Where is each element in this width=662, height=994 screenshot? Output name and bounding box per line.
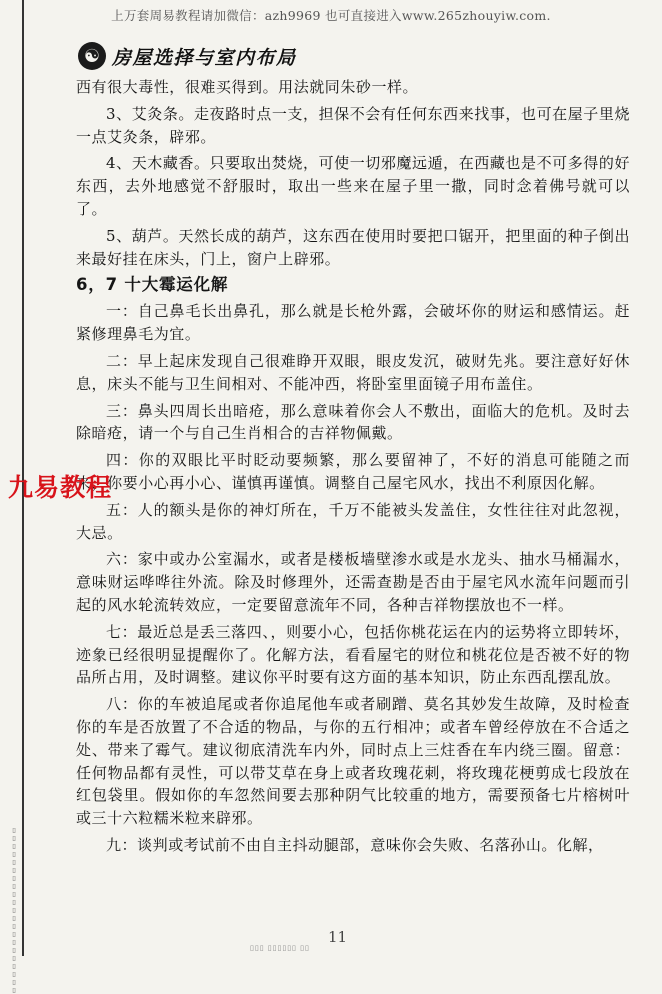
paragraph-continued: 西有很大毒性，很难买得到。用法就同朱砂一样。 (76, 78, 419, 96)
page-number: 11 (328, 928, 348, 946)
paragraph-item-3: 3、艾灸条。走夜路时点一支，担保不会有任何东西来找事，也可在屋子里烧一点艾灸条，辟邪。 (76, 104, 630, 146)
paragraph-item-5: 5、葫芦。天然长成的葫芦，这东西在使用时要把口锯开，把里面的种子倒出来最好挂在床头，门上，窗户上辟邪。 (76, 226, 630, 268)
list-item-2: 二：早上起床发现自己很难睁开双眼，眼皮发沉，破财先兆。要注意好好休息，床头不能与卫生间相对、不能冲西，将卧室里面镜子用布盖住。 (76, 351, 630, 393)
chapter-header (78, 38, 297, 74)
list-item-1: 一：自己鼻毛长出鼻孔，那么就是长枪外露，会破坏你的财运和感情运。赶紧修理鼻毛为宜。 (76, 302, 630, 344)
list-item-4: 四：你的双眼比平时眨动要频繁，那么要留神了，不好的消息可能随之而来，你要小心再小心、谨慎再谨慎。调整自己屋宅风水，找出不利原因化解。 (76, 451, 630, 492)
section-heading: 6，7 十大霉运化解 (76, 275, 229, 295)
chapter-title: 房屋选择与室内布局 (112, 46, 297, 69)
footer-scan-marks: ▯▯▯ ▯▯▯▯▯▯ ▯▯ (250, 944, 310, 952)
list-item-6: 六：家中或办公室漏水，或者是楼板墙壁渗水或是水龙头、抽水马桶漏水，意味财运哗哗往外流。除及时修理外，还需查勘是否由于屋宅风水流年问题而引起的风水轮流转效应，一定要留意流年不同，各种吉祥物摆放也不一样。 (76, 550, 630, 614)
paragraph-item-4: 4、天木藏香。只要取出焚烧，可使一切邪魔远遁，在西藏也是不可多得的好东西，去外地感觉不舒服时，取出一些来在屋子里一撒，同时念着佛号就可以了。 (76, 154, 630, 218)
list-item-9: 九：谈判或考试前不由自主抖动腿部，意味你会失败、名落孙山。化解， (106, 835, 604, 854)
list-item-3: 三：鼻头四周长出暗疮，那么意味着你会人不敷出，面临大的危机。及时去除暗疮，请一个与自己生肖相合的吉祥物佩戴。 (76, 401, 630, 443)
list-item-7: 七：最近总是丢三落四、，则要小心，包括你桃花运在内的运势将立即转坏，迹象已经很明显提醒你了。化解方法，看看屋宅的财位和桃花位是否被不好的物品所占用，及时调整。建议你平时要有这方面的基本知识，防止东西乱摆乱放。 (76, 622, 630, 687)
margin-note: ▯▯▯▯▯▯▯▯▯▯▯▯▯▯▯▯▯▯▯▯▯ (10, 826, 18, 994)
watermark-banner: 上万套周易教程请加微信：azh9969 也可直接进入www.265zhouyiw.com. (111, 8, 551, 23)
list-item-5: 五：人的额头是你的神灯所在，千万不能被头发盖住，女性往往对此忽视，大忌。 (76, 500, 630, 542)
yin-yang-icon: ☯ (78, 42, 106, 70)
watermark-stamp: 九易教程 (8, 473, 113, 502)
page-body (76, 76, 630, 861)
list-item-8: 八：你的车被追尾或者你追尾他车或者刷蹭、莫名其妙发生故障，及时检查你的车是否放置了不合适的物品，与你的五行相冲；或者车曾经停放在不合适之处、带来了霉气。建议彻底清洗车内外，同时点上三炷香在车内绕三圈。留意：任何物品都有灵性，可以带艾草在身上或者玫瑰花刺，将玫瑰花梗剪成七段放在红包袋里。假如你的车忽然间要去那种阴气比较重的地方，需要预备七片榕树叶或三十六粒糯米粒来辟邪。 (76, 695, 630, 828)
